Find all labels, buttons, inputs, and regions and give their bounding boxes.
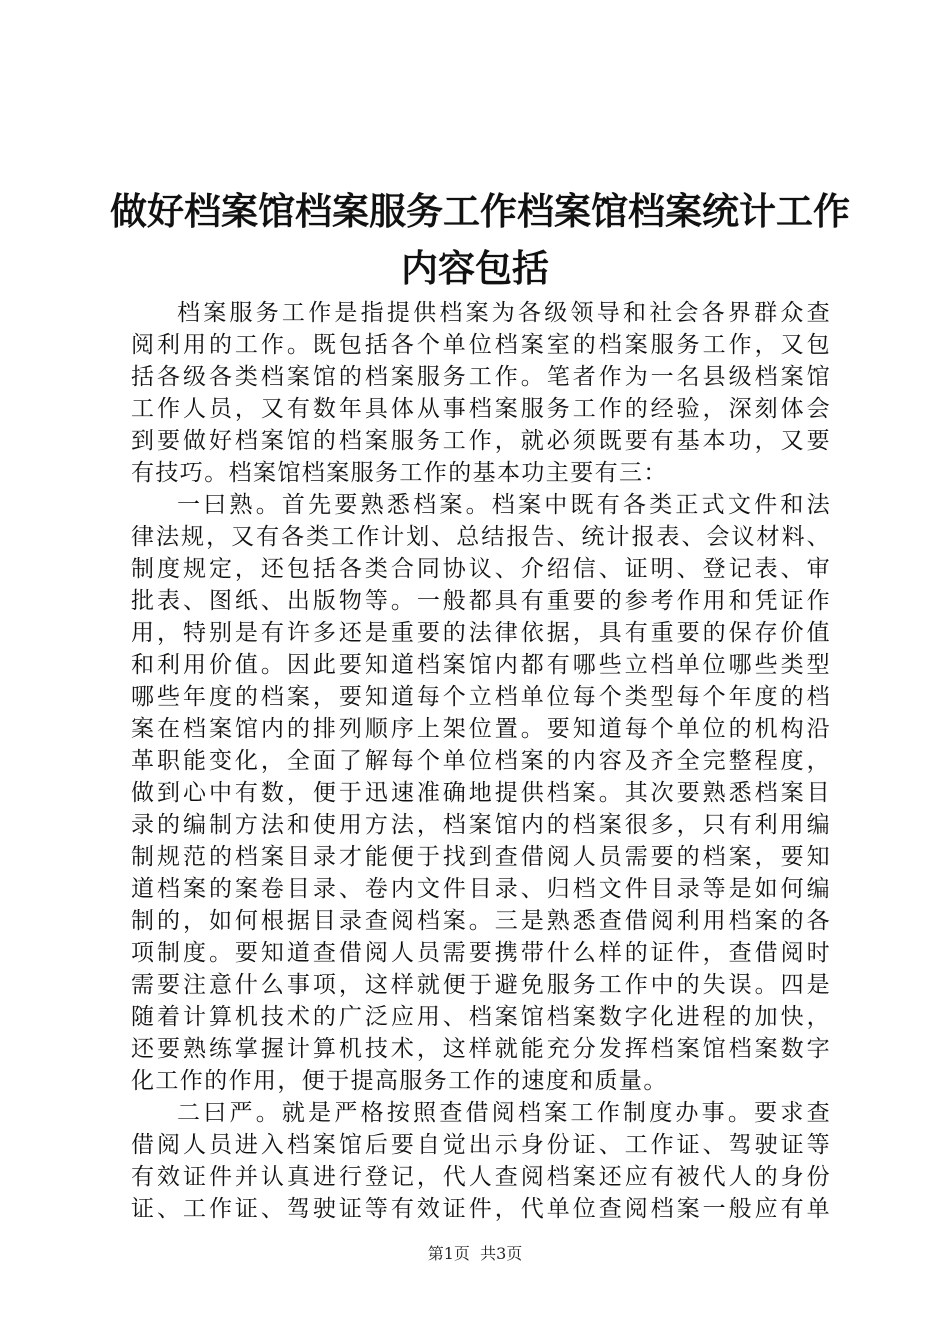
body-line: 道档案的案卷目录、卷内文件目录、归档文件目录等是如何编 [131, 876, 831, 902]
body-line: 档案服务工作是指提供档案为各级领导和社会各界群众查 [177, 300, 831, 326]
body-line: 化工作的作用，便于提高服务工作的速度和质量。 [131, 1068, 668, 1094]
body-line: 项制度。要知道查借阅人员需要携带什么样的证件，查借阅时 [131, 940, 831, 966]
body-line: 一曰熟。首先要熟悉档案。档案中既有各类正式文件和法 [177, 492, 831, 518]
page-footer [0, 1244, 950, 1264]
body-line: 哪些年度的档案，要知道每个立档单位每个类型每个年度的档 [131, 684, 831, 710]
body-line: 证、工作证、驾驶证等有效证件，代单位查阅档案一般应有单 [131, 1196, 831, 1222]
body-line: 还要熟练掌握计算机技术，这样就能充分发挥档案馆档案数字 [131, 1036, 831, 1062]
body-line: 案在档案馆内的排列顺序上架位置。要知道每个单位的机构沿 [131, 716, 831, 742]
body-line: 需要注意什么事项，这样就便于避免服务工作中的失误。四是 [131, 972, 831, 998]
body-line: 用，特别是有许多还是重要的法律依据，具有重要的保存价值 [131, 620, 831, 646]
body-line: 制的，如何根据目录查阅档案。三是熟悉查借阅利用档案的各 [131, 908, 831, 934]
document-title-line-1: 做好档案馆档案服务工作档案馆档案统计工作 [110, 189, 850, 233]
body-line: 工作人员，又有数年具体从事档案服务工作的经验，深刻体会 [131, 396, 831, 422]
page-number: 第1页 共3页 [427, 1244, 523, 1263]
body-line: 括各级各类档案馆的档案服务工作。笔者作为一名县级档案馆 [131, 364, 831, 390]
document-body [131, 297, 831, 1225]
body-line: 制度规定，还包括各类合同协议、介绍信、证明、登记表、审 [131, 556, 831, 582]
body-line: 律法规，又有各类工作计划、总结报告、统计报表、会议材料、 [131, 524, 831, 550]
body-line: 随着计算机技术的广泛应用、档案馆档案数字化进程的加快， [131, 1004, 831, 1030]
body-line: 批表、图纸、出版物等。一般都具有重要的参考作用和凭证作 [131, 588, 831, 614]
body-line: 制规范的档案目录才能便于找到查借阅人员需要的档案，要知 [131, 844, 831, 870]
body-line: 录的编制方法和使用方法，档案馆内的档案很多，只有利用编 [131, 812, 831, 838]
body-line: 阅利用的工作。既包括各个单位档案室的档案服务工作，又包 [131, 332, 831, 358]
body-line: 到要做好档案馆的档案服务工作，就必须既要有基本功，又要 [131, 428, 831, 454]
body-line: 有效证件并认真进行登记，代人查阅档案还应有被代人的身份 [131, 1164, 831, 1190]
body-line: 革职能变化，全面了解每个单位档案的内容及齐全完整程度， [131, 748, 831, 774]
body-line: 做到心中有数，便于迅速准确地提供档案。其次要熟悉档案目 [131, 780, 831, 806]
body-line: 和利用价值。因此要知道档案馆内都有哪些立档单位哪些类型 [131, 652, 831, 678]
body-line: 有技巧。档案馆档案服务工作的基本功主要有三： [131, 460, 668, 486]
document-title-line-2: 内容包括 [401, 246, 549, 290]
body-line: 借阅人员进入档案馆后要自觉出示身份证、工作证、驾驶证等 [131, 1132, 831, 1158]
body-line: 二曰严。就是严格按照查借阅档案工作制度办事。要求查 [177, 1100, 831, 1126]
